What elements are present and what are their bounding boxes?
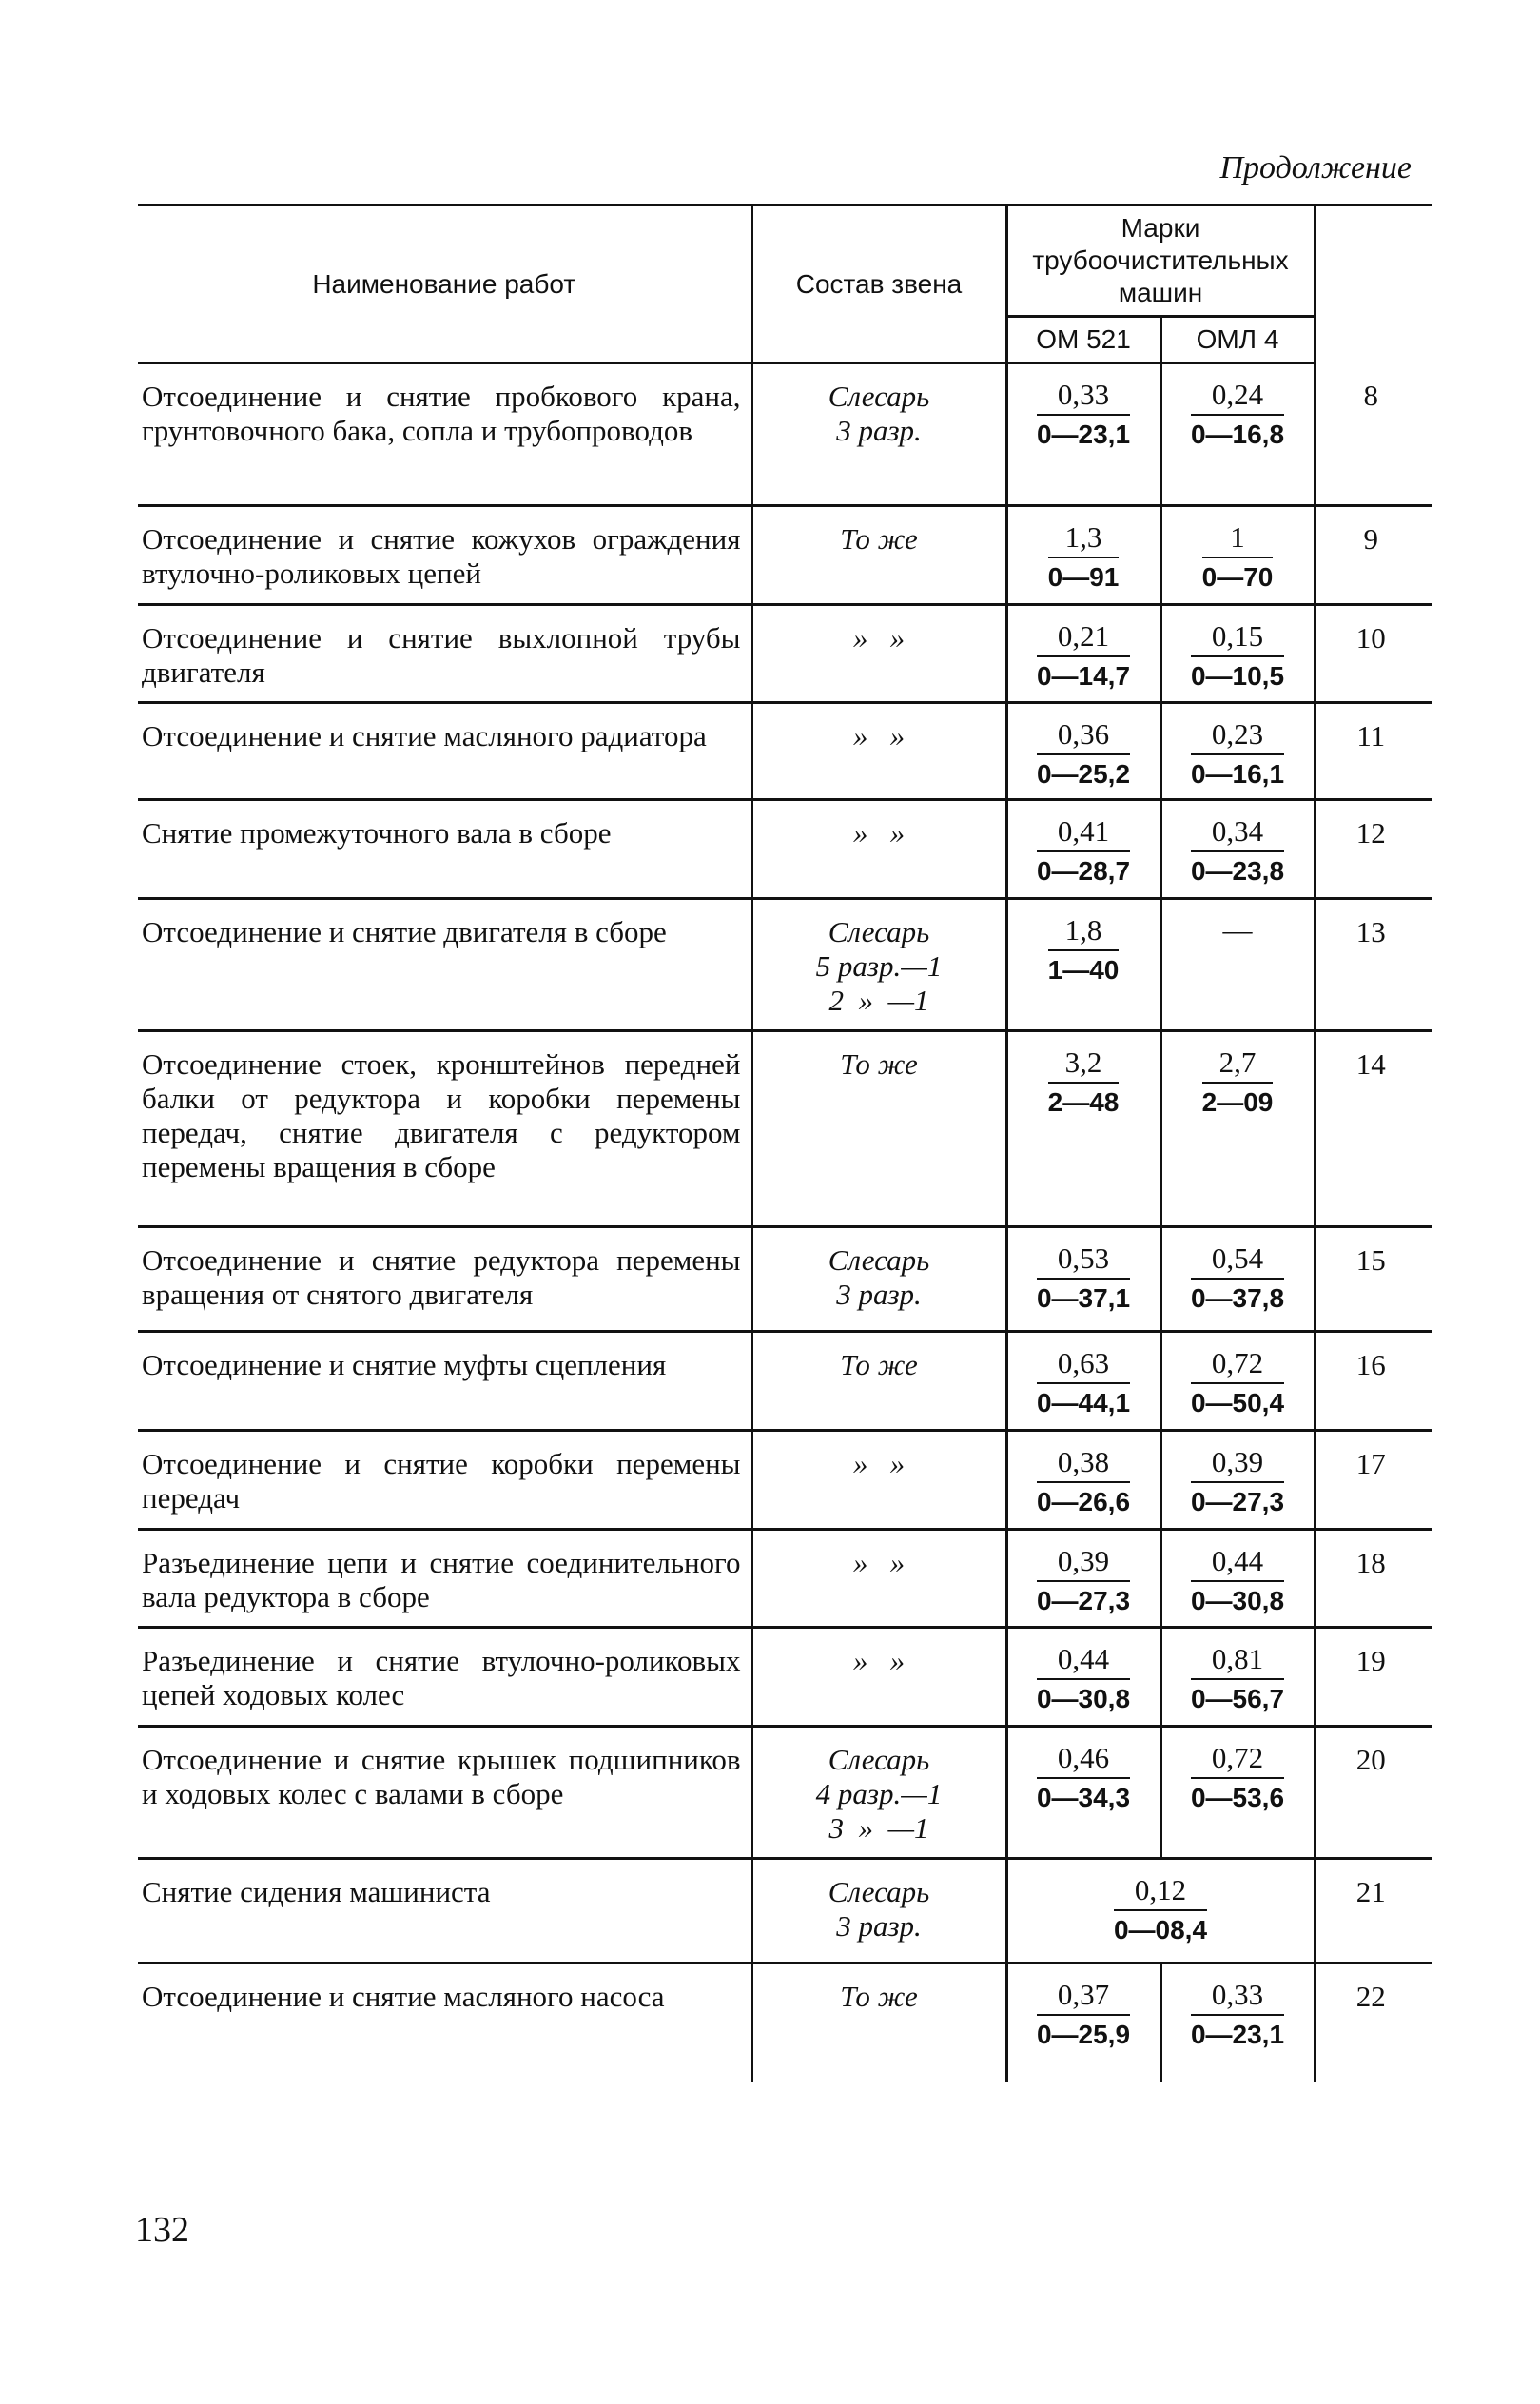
table-row: [138, 703, 1432, 800]
table-row: [138, 1530, 1432, 1628]
norm-cell-om521: [1006, 1530, 1160, 1628]
row-number-cell: 22: [1315, 1964, 1432, 2082]
norm-price: 0—16,1: [1190, 759, 1285, 789]
crew-line: То же: [840, 1348, 918, 1381]
crew-line: 3 разр.: [836, 414, 922, 447]
norm-cell-om521: [1006, 1332, 1160, 1431]
norm-price: 0—37,8: [1190, 1283, 1285, 1313]
crew-cell: [751, 1332, 1006, 1431]
crew-line: 4 разр.—1: [815, 1777, 943, 1810]
norm-cell-oml4: [1160, 363, 1315, 506]
crew-line: 3 разр.: [836, 1909, 922, 1943]
norm-time: 0,12: [1114, 1873, 1207, 1911]
norm-time: 0,72: [1191, 1741, 1284, 1779]
table-row: [138, 800, 1432, 899]
norm-time: 0,41: [1037, 814, 1130, 852]
norm-fraction: [1114, 1873, 1207, 1947]
row-number-cell: 19: [1315, 1628, 1432, 1727]
row-number-cell: 10: [1315, 605, 1432, 703]
norm-price: 0—34,3: [1036, 1783, 1131, 1812]
crew-line: » »: [852, 1447, 906, 1480]
crew-line: 5 разр.—1: [815, 949, 943, 983]
header-brand-1: ОМ 521: [1006, 317, 1160, 363]
row-number-cell: 12: [1315, 800, 1432, 899]
work-name-cell: Отсоединение и снятие пробкового крана, грунтовочного бака, сопла и трубопроводов: [142, 380, 741, 447]
table-row: [138, 363, 1432, 506]
norm-price: 0—53,6: [1190, 1783, 1285, 1812]
crew-line: » »: [852, 1546, 906, 1579]
norm-cell-om521: [1006, 506, 1160, 605]
norm-time: 0,37: [1037, 1978, 1130, 2016]
header-machine-brands-text: Марки трубоочистительных машин: [1032, 213, 1289, 307]
norm-time: 2,7: [1202, 1046, 1274, 1084]
header-brand-2: ОМЛ 4: [1160, 317, 1315, 363]
header-crew: Состав звена: [751, 205, 1006, 363]
row-number-cell: 18: [1315, 1530, 1432, 1628]
norm-price: 0—56,7: [1190, 1684, 1285, 1713]
norm-time: 1: [1202, 520, 1274, 558]
crew-cell: [751, 1964, 1006, 2082]
norm-cell-om521: [1006, 703, 1160, 800]
norms-table: [138, 204, 1432, 2082]
work-name-cell: Снятие сидения машиниста: [142, 1875, 491, 1908]
table-body: [138, 363, 1432, 2082]
crew-cell: [751, 703, 1006, 800]
norm-price: 0—37,1: [1036, 1283, 1131, 1313]
norm-cell-oml4: [1160, 1727, 1315, 1859]
norm-time: 0,72: [1191, 1346, 1284, 1384]
work-name-cell: Отсоединение и снятие коробки перемены передач: [142, 1447, 741, 1515]
crew-line: То же: [840, 1980, 918, 2013]
crew-cell: [751, 1727, 1006, 1859]
norm-cell-oml4: [1160, 605, 1315, 703]
norm-price: 0—26,6: [1036, 1487, 1131, 1516]
norm-fraction: [1037, 1741, 1130, 1815]
norm-price: 0—25,9: [1036, 2020, 1131, 2049]
norm-time: 0,53: [1037, 1241, 1130, 1280]
norm-fraction: [1048, 520, 1120, 595]
norm-price: 0—10,5: [1190, 661, 1285, 691]
norm-fraction: [1037, 1445, 1130, 1519]
norm-cell-oml4: [1160, 1964, 1315, 2082]
norm-price: 0—50,4: [1190, 1388, 1285, 1417]
norm-time: 0,24: [1191, 378, 1284, 416]
norm-price: 0—25,2: [1036, 759, 1131, 789]
norm-cell-om521: [1006, 1227, 1160, 1332]
crew-line: » »: [852, 816, 906, 850]
norm-cell-oml4: [1160, 1332, 1315, 1431]
row-number-cell: 14: [1315, 1031, 1432, 1227]
crew-cell: [751, 1227, 1006, 1332]
norm-time: 1,3: [1048, 520, 1120, 558]
norm-fraction: [1191, 1978, 1284, 2052]
norm-cell-om521: [1006, 605, 1160, 703]
norm-time: 0,44: [1191, 1544, 1284, 1582]
norm-time: 0,81: [1191, 1642, 1284, 1680]
table-row: [138, 899, 1432, 1031]
norm-cell-om521: [1006, 1431, 1160, 1530]
crew-line: » »: [852, 1644, 906, 1677]
norm-price: 2—09: [1201, 1087, 1274, 1117]
norm-time: 0,36: [1037, 717, 1130, 755]
work-name-cell: Отсоединение и снятие редуктора перемены вращения от снятого двигателя: [142, 1243, 741, 1311]
table-row: [138, 1859, 1432, 1964]
norm-cell-om521: [1006, 1628, 1160, 1727]
norm-fraction: [1037, 619, 1130, 694]
norm-cell-om521: [1006, 1727, 1160, 1859]
header-number: [1315, 205, 1432, 363]
work-name-cell: Отсоединение и снятие кожухов ограждения втулочно-роликовых цепей: [142, 522, 741, 590]
norm-cell-om521: [1006, 1964, 1160, 2082]
norm-fraction: [1037, 717, 1130, 792]
table-row: [138, 605, 1432, 703]
norm-price: 2—48: [1047, 1087, 1120, 1117]
work-name-cell: Разъединение и снятие втулочно-роликовых цепей ходовых колес: [142, 1644, 741, 1711]
norm-price: 0—27,3: [1036, 1586, 1131, 1615]
crew-line: Слесарь: [828, 1875, 930, 1908]
norm-price: 0—08,4: [1113, 1915, 1208, 1945]
norm-time: 0,33: [1037, 378, 1130, 416]
norm-cell-om521: [1006, 800, 1160, 899]
crew-cell: [751, 1031, 1006, 1227]
norm-cell-oml4: [1160, 506, 1315, 605]
crew-cell: [751, 800, 1006, 899]
crew-line: 3 » —1: [828, 1811, 929, 1845]
work-name-cell: Отсоединение и снятие муфты сцепления: [142, 1348, 667, 1381]
norm-time: 0,21: [1037, 619, 1130, 657]
norm-fraction: [1037, 378, 1130, 452]
norm-price: 0—14,7: [1036, 661, 1131, 691]
norm-cell-oml4: [1160, 1431, 1315, 1530]
norm-time: 0,44: [1037, 1642, 1130, 1680]
row-number-cell: 17: [1315, 1431, 1432, 1530]
norm-fraction: [1037, 1978, 1130, 2052]
norm-price: 0—91: [1047, 562, 1120, 592]
crew-line: » »: [852, 719, 906, 752]
row-number-cell: 15: [1315, 1227, 1432, 1332]
norm-fraction: [1037, 1642, 1130, 1716]
norm-price: 0—23,8: [1190, 856, 1285, 886]
norm-price: 0—16,8: [1190, 420, 1285, 449]
norm-cell-om521: [1006, 363, 1160, 506]
norm-fraction: [1202, 520, 1274, 595]
norm-cell-om521: [1006, 899, 1160, 1031]
norm-fraction: [1191, 814, 1284, 889]
norm-price: 0—27,3: [1190, 1487, 1285, 1516]
norm-time: 0,63: [1037, 1346, 1130, 1384]
norm-price: 0—23,1: [1190, 2020, 1285, 2049]
crew-cell: [751, 506, 1006, 605]
crew-cell: [751, 1628, 1006, 1727]
table-row: [138, 1031, 1432, 1227]
crew-line: Слесарь: [828, 380, 930, 413]
work-name-cell: Разъединение цепи и снятие соединительного вала редуктора в сборе: [142, 1546, 741, 1613]
norm-cell-om521: [1006, 1031, 1160, 1227]
norm-absent-dash: —: [1222, 913, 1253, 947]
norm-time: 1,8: [1048, 913, 1120, 951]
crew-cell: [751, 363, 1006, 506]
table-row: [138, 1727, 1432, 1859]
norm-time: 0,15: [1191, 619, 1284, 657]
norm-time: 0,46: [1037, 1741, 1130, 1779]
work-name-cell: Отсоединение и снятие крышек подшипников и ходовых колес с валами в сборе: [142, 1743, 741, 1810]
crew-line: Слесарь: [828, 915, 930, 948]
norm-fraction: [1191, 1241, 1284, 1316]
table-row: [138, 1964, 1432, 2082]
table-row: [138, 506, 1432, 605]
norm-cell-oml4: [1160, 1031, 1315, 1227]
norm-price: 0—44,1: [1036, 1388, 1131, 1417]
norm-fraction: [1191, 378, 1284, 452]
norm-fraction: [1037, 1241, 1130, 1316]
norm-price: 0—70: [1201, 562, 1274, 592]
crew-line: 2 » —1: [828, 984, 929, 1017]
crew-line: Слесарь: [828, 1743, 930, 1776]
norm-fraction: [1037, 1346, 1130, 1420]
norm-time: 0,39: [1037, 1544, 1130, 1582]
row-number-cell: 9: [1315, 506, 1432, 605]
crew-line: Слесарь: [828, 1243, 930, 1277]
norm-fraction: [1191, 1346, 1284, 1420]
row-number-cell: 11: [1315, 703, 1432, 800]
continuation-label: Продолжение: [1219, 150, 1412, 186]
table-row: [138, 1431, 1432, 1530]
norm-price: 0—28,7: [1036, 856, 1131, 886]
crew-line: » »: [852, 621, 906, 655]
work-name-cell: Отсоединение и снятие масляного насоса: [142, 1980, 665, 2013]
table-row: [138, 1628, 1432, 1727]
norm-cell-oml4: [1160, 899, 1315, 1031]
work-name-cell: Отсоединение и снятие масляного радиатора: [142, 719, 707, 752]
norm-cell-merged: [1006, 1859, 1315, 1964]
row-number-cell: 8: [1315, 363, 1432, 506]
row-number-cell: 20: [1315, 1727, 1432, 1859]
norm-cell-oml4: [1160, 1530, 1315, 1628]
norm-price: 0—30,8: [1036, 1684, 1131, 1713]
work-name-cell: Отсоединение и снятие выхлопной трубы двигателя: [142, 621, 741, 689]
norm-price: 1—40: [1047, 955, 1120, 985]
header-machine-brands: [1006, 205, 1315, 317]
header-work-name: Наименование работ: [138, 205, 751, 363]
crew-line: 3 разр.: [836, 1278, 922, 1311]
norm-time: 0,23: [1191, 717, 1284, 755]
norm-cell-oml4: [1160, 800, 1315, 899]
norm-fraction: [1048, 913, 1120, 987]
norm-fraction: [1191, 1741, 1284, 1815]
norm-fraction: [1191, 619, 1284, 694]
row-number-cell: 16: [1315, 1332, 1432, 1431]
row-number-cell: 13: [1315, 899, 1432, 1031]
norm-time: 0,39: [1191, 1445, 1284, 1483]
norm-time: 0,38: [1037, 1445, 1130, 1483]
norm-fraction: [1191, 717, 1284, 792]
norm-fraction: [1037, 1544, 1130, 1618]
work-name-cell: Отсоединение стоек, кронштейнов передней балки от редуктора и коробки перемены передач, снятие двигателя с редуктором перемены вращения в сборе: [142, 1047, 741, 1183]
norm-cell-oml4: [1160, 703, 1315, 800]
norm-time: 0,33: [1191, 1978, 1284, 2016]
norm-fraction: [1048, 1046, 1120, 1120]
crew-cell: [751, 1859, 1006, 1964]
crew-cell: [751, 605, 1006, 703]
norm-cell-oml4: [1160, 1628, 1315, 1727]
page-number: 132: [135, 2210, 189, 2250]
norm-time: 3,2: [1048, 1046, 1120, 1084]
work-name-cell: Снятие промежуточного вала в сборе: [142, 816, 612, 850]
norm-fraction: [1191, 1544, 1284, 1618]
row-number-cell: 21: [1315, 1859, 1432, 1964]
crew-line: То же: [840, 522, 918, 556]
norm-fraction: [1191, 1642, 1284, 1716]
crew-line: То же: [840, 1047, 918, 1081]
crew-cell: [751, 1530, 1006, 1628]
norm-fraction: [1202, 1046, 1274, 1120]
crew-cell: [751, 899, 1006, 1031]
norm-price: 0—23,1: [1036, 420, 1131, 449]
norm-fraction: [1191, 1445, 1284, 1519]
norm-cell-oml4: [1160, 1227, 1315, 1332]
crew-cell: [751, 1431, 1006, 1530]
norm-time: 0,34: [1191, 814, 1284, 852]
table-row: [138, 1227, 1432, 1332]
table-row: [138, 1332, 1432, 1431]
norm-time: 0,54: [1191, 1241, 1284, 1280]
work-name-cell: Отсоединение и снятие двигателя в сборе: [142, 915, 667, 948]
norm-fraction: [1037, 814, 1130, 889]
norm-price: 0—30,8: [1190, 1586, 1285, 1615]
